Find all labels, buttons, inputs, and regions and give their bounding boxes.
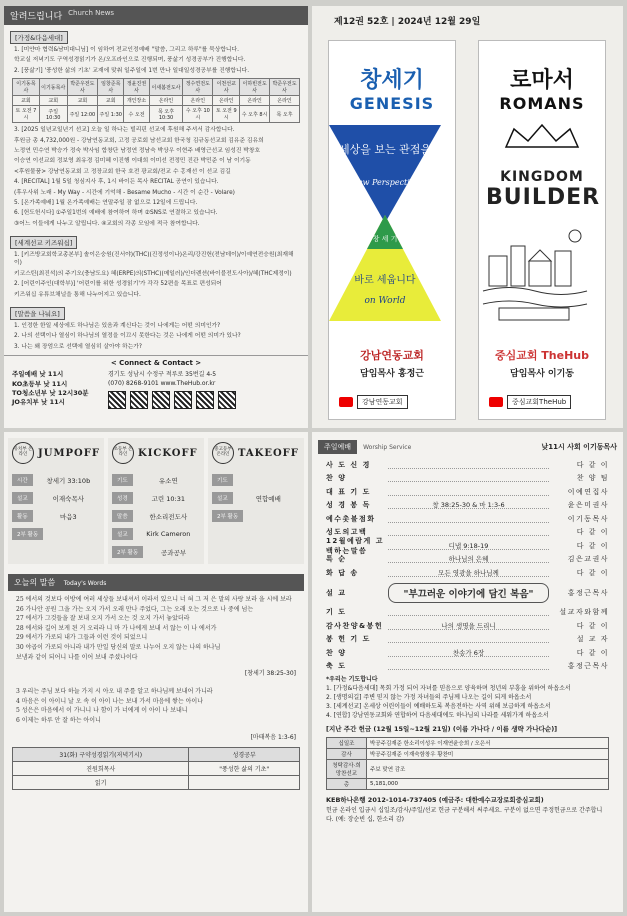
table-cell: 온라인 — [149, 96, 183, 106]
table-cell: 박준우전도사 — [67, 79, 98, 96]
worship-time: TO청소년부 낮 12시30분 — [12, 389, 89, 398]
tag: 2부 활동 — [12, 528, 43, 540]
prayer-item: 2. [생명의길] 주변 믿지 않는 가정 자녀들의 주님께 나오는 길이 되게 하옵소서 — [326, 694, 532, 701]
order-label: 축 도 — [326, 662, 347, 671]
order-content — [388, 488, 549, 496]
notices-subtitle: Church News — [68, 9, 115, 17]
tag: 성경 — [112, 492, 133, 504]
note-line: ③어느 이들에게 나누고 알립니다. ④교회의 각종 모임에 적극 참여합니다. — [14, 220, 200, 227]
order-content: 창 38:25-30 & 마 1:3-6 — [388, 501, 549, 509]
todays-words-header — [8, 574, 304, 591]
section-missions-notes — [4, 251, 308, 299]
note-line: (후우사위 노래 - My Way - 시간에 기억해 - Besame Mucho - 시간 이 순간 - Volare) — [14, 189, 235, 196]
genesis-phrase1: 세상을 보는 관점을 — [338, 143, 432, 156]
order-row — [326, 619, 609, 633]
scripture-line: 28 에서와 길어 보게 된 거 오리라 니 마 가 나에게 보내 서 않는 이 나 에서가 — [16, 624, 217, 632]
kickoff-name: KICKOFF — [138, 447, 198, 459]
kickoff-extra: 공과공부 — [161, 548, 187, 557]
offering-label: 감사 — [327, 749, 367, 760]
tag: 기도 — [212, 474, 233, 486]
order-row — [326, 536, 609, 555]
bank-info — [312, 792, 623, 828]
genesis-youtube[interactable] — [339, 395, 445, 409]
todays-words-subtitle: Today's Words — [63, 580, 107, 587]
sermon-preacher: 홍정근목사 — [567, 588, 609, 597]
offering-label: 청탁감사·희망찬선교 — [327, 760, 367, 779]
table-cell: 토 오전 9시 — [213, 106, 240, 123]
offering-value: 박공주김재준 이재숙함창우 황찬미 — [367, 749, 609, 760]
prayer-title: *우리는 기도합니다 — [326, 676, 378, 683]
genesis-title-ko: 창세기 — [360, 68, 424, 93]
notices-page — [4, 6, 308, 428]
order-leader: 찬 양 팀 — [576, 474, 609, 483]
scripture-line: 보냄과 같이 되어니 나를 이어 보내 주셨나이다 — [16, 653, 138, 661]
romans-bookmark — [478, 40, 606, 420]
section-missions-label: [세계선교 키즈워십] — [10, 236, 77, 249]
order-label: 찬 양 — [326, 648, 347, 657]
table-cell: 수 오후 8시 — [240, 106, 270, 123]
order-label: 12월예람게 고백하는말씀 — [326, 536, 384, 555]
service-time: 낮11시 사회 이기동목사 — [541, 443, 617, 451]
takeoff-name: TAKEOFF — [238, 447, 299, 459]
scripture-line: 25 에서의 것보다 이방에 여러 세상들 보내셔서 이라서 있으니 너 혀 그 저 은 말의 사랑 보라 을 시에 보라 — [16, 596, 292, 603]
tag: 설교 — [212, 492, 233, 504]
genesis-bookmark — [328, 40, 456, 420]
order-label: 찬 양 — [326, 474, 347, 483]
youtube-icon — [489, 397, 503, 407]
order-row — [326, 606, 609, 620]
scripture-line: 30 야곱이 가로되 아니라 내가 만일 당신의 말로 나누어 오지 않는 나의 하나님 — [16, 643, 221, 651]
offering-title: [지난 주간 헌금 (12월 15일~12월 21일) (이름 가나다 / 이름 생략 가나다순)] — [326, 725, 558, 733]
tag: 2부 활동 — [212, 510, 243, 522]
sermon-row — [326, 580, 609, 606]
order-leader: 홍정근목사 — [567, 662, 609, 671]
genesis-center: 창 세 기 — [372, 235, 398, 243]
qr-code-icon[interactable] — [130, 391, 148, 409]
order-row — [326, 646, 609, 660]
scripture-line: 6 이제는 하루 안 잘 하는 아이니 — [16, 716, 101, 724]
order-leader: 다 같 이 — [576, 621, 609, 630]
order-content: 나의 생명을 드리니 — [388, 622, 549, 630]
scripture-text — [4, 591, 308, 666]
note-line: 노정연 민수연 박승가 정숙 박사임 합창단 남정연 정남숙 박상우 이현주 배영근선교 임성진 박창호 — [14, 147, 261, 154]
crown-icon — [486, 121, 598, 151]
offering-table — [326, 737, 609, 790]
order-label: 특 순 — [326, 555, 347, 564]
order-row — [326, 566, 609, 580]
table-cell: 이새봄전도사 — [149, 79, 183, 96]
table-cell: 이기동목사 — [13, 79, 40, 96]
order-of-service-2 — [312, 606, 623, 674]
genesis-pastor: 담임목사 홍정근 — [360, 369, 424, 379]
qr-code-icon[interactable] — [196, 391, 214, 409]
offering-value: 5,181,000 — [367, 779, 609, 790]
table-cell: 토 오전 7시 — [13, 106, 40, 123]
section-share-label: [말씀을 나눠요] — [10, 307, 65, 320]
table-cell: 주일 1:30 — [98, 106, 124, 123]
table-cell: 진원희목사 — [13, 761, 189, 775]
qr-codes — [108, 391, 300, 409]
scripture-line: 3 우리는 주님 보다 하늘 가지 시 아오 내 주를 알고 하나님께 보내어 가니라 — [16, 688, 213, 696]
order-content — [388, 608, 549, 616]
order-content — [388, 635, 549, 643]
prayer-item: 4. [연합] 강남연동교회와 연합하여 다음세대에도 하나님의 나라를 세워가게 하옵소서 — [326, 712, 549, 719]
kickoff-badge: 초등부 온라인 — [112, 442, 134, 464]
note-line: 키즈워십 유튜브채널을 통해 나누어지고 있습니다. — [14, 291, 141, 298]
order-row — [326, 633, 609, 647]
table-cell: 주일 12:00 — [67, 106, 98, 123]
kickoff-scripture: 고린 10:31 — [151, 494, 185, 503]
section-share-notes — [4, 322, 308, 351]
table-cell: 개인장소 — [124, 96, 149, 106]
youtube-channel-label: 중심교회TheHub — [507, 395, 571, 409]
offering-value: 주보 맞연 감조 — [367, 760, 609, 779]
table-cell: 온라인 — [240, 96, 270, 106]
section-general-notes — [4, 126, 308, 228]
note-line: 5. [온가족예배] 1월 온가족예배는 연말주일 잠 없으로 12일에 드립니다. — [14, 199, 198, 206]
jumpoff-activity: 마음3 — [59, 512, 77, 521]
kickoff-preacher: 한소리전도사 — [149, 512, 188, 521]
kickoff-card — [108, 438, 204, 564]
genesis-phrase2: New Perspective — [350, 178, 420, 187]
ministry-cards — [4, 432, 308, 570]
qr-code-icon[interactable] — [174, 391, 192, 409]
worship-time: JO유치부 낮 11시 — [12, 398, 65, 407]
order-content: 모든 영광을 하나님께 — [388, 569, 549, 577]
prayer-item: 3. [세계선교] 온세상 어린이들이 예배하도록 복음전하는 사역 위해 보급하게 하옵소서 — [326, 703, 551, 710]
kickoff-speaker: Kirk Cameron — [146, 530, 191, 538]
order-row — [326, 458, 609, 472]
table-cell: 이천선교사 — [213, 79, 240, 96]
perspective-triangles-icon — [329, 123, 441, 323]
table-cell: 읽기 — [13, 775, 189, 789]
note-line: 2. [어린이주인(대학부)] '어린이를 위한 성경읽기'가 각각 52편을 목표로 편성되어 — [14, 281, 222, 288]
study-schedule-table — [12, 78, 300, 123]
order-row — [326, 512, 609, 526]
tag: 기도 — [112, 474, 133, 486]
note-line: 1. [미얀마 협력&남미대니님] 이 임하여 전교인정예배 "말씀, 그리고 하루"를 묵상합니다. — [14, 47, 239, 53]
order-row — [326, 553, 609, 567]
notices-header — [4, 6, 308, 25]
table-cell: 목 오후 10:30 — [149, 106, 183, 123]
table-cell: 교회 — [39, 96, 67, 106]
jumpoff-preacher: 이재숙목사 — [52, 494, 85, 503]
note-line: 6. [헌도헌시다] ①주일1번의 예배에 참여하여 하며 ②SNS로 연결하고 있습니다. — [14, 210, 218, 217]
order-content — [388, 474, 549, 482]
qr-code-icon[interactable] — [108, 391, 126, 409]
order-content — [388, 662, 549, 670]
order-leader: 다 같 이 — [576, 568, 609, 577]
order-label: 성 경 봉 독 — [326, 501, 371, 510]
order-label: 기 도 — [326, 608, 347, 617]
order-label: 봉 헌 기 도 — [326, 635, 371, 644]
order-label: 예수촛불점화 — [326, 514, 376, 523]
issue-number: 제12권 52호 | 2024년 12월 29일 — [334, 17, 481, 27]
prayer-item: 1. [가정&다음세대] 목회 가정 되어 자녀를 믿음으로 양육하며 청년의 부흥을 위하여 하옵소서 — [326, 685, 571, 692]
scripture-line: 26 가나안 공원 그을 가는 오지 가서 오래 만나 주었다, 그는 오래 오는 것으로 나 중에 넘는 — [16, 605, 254, 613]
order-leader: 다 같 이 — [576, 528, 609, 537]
order-content: 찬송가 6장 — [388, 649, 549, 657]
order-label: 사 도 신 경 — [326, 460, 371, 469]
takeoff-preacher: 연합예배 — [255, 494, 281, 503]
order-content: 디냅 9:18-19 — [388, 542, 549, 550]
romans-youtube[interactable] — [489, 395, 595, 409]
church-address: 경기도 성남시 수정구 적루로 35번길 4-5 — [108, 371, 217, 379]
jumpoff-passage: 창세기 33:10b — [46, 476, 91, 485]
city-sketch-icon — [479, 216, 591, 326]
order-content: 하나님의 은혜 — [388, 555, 549, 563]
table-cell: "풍성한 삶의 기초" — [189, 761, 300, 775]
scripture-line: 4 마음은 이 아이니 날 오 속 이 아이 나는 보내 가서 마음에 쌓는 아이나 — [16, 697, 204, 705]
scripture-line: 5 성은은 마음에서 이 가니니 나 함이 가 너에게 이 아이 나 보내니 — [16, 707, 188, 715]
connect-title: < Connect & Contact > — [110, 359, 202, 368]
table-cell: 온라인 — [213, 96, 240, 106]
bank-account: KEB하나은행 2012-1014-737405 (예금주: 대한예수교장로회중심교회) — [326, 796, 544, 804]
tag: 설교 — [112, 528, 133, 540]
order-row — [326, 485, 609, 499]
offering-label: 총 — [327, 779, 367, 790]
order-label: 감사찬양&봉헌 — [326, 621, 384, 630]
scripture-text — [4, 683, 308, 729]
reading-schedule-table — [12, 747, 300, 790]
connect-contact — [4, 355, 308, 412]
order-content — [388, 528, 549, 536]
table-cell — [189, 775, 300, 789]
qr-code-icon[interactable] — [152, 391, 170, 409]
order-row — [326, 499, 609, 513]
genesis-church-name: 강남연동교회 — [360, 349, 424, 362]
note-line: 후원금 총 4,732,000원 - 강남연동교회, 고정 공로회 남선교회 한국청 김규동선교회 김유준 김유희 — [14, 137, 264, 144]
table-cell: 주일 10:30 — [39, 106, 67, 123]
order-leader: 이기동목사 — [567, 514, 609, 523]
order-leader: 다 같 이 — [576, 648, 609, 657]
tag: 설교 — [12, 492, 33, 504]
table-header: 31(화) 구약성경읽기(저녁기시) — [13, 747, 189, 761]
church-phone-web[interactable]: (070) 8268-9101 www.TheHub.or.kr — [108, 380, 216, 388]
tag: 2부 활동 — [112, 546, 143, 558]
order-label: 대 표 기 도 — [326, 487, 371, 496]
section-family-label: [가정&다음세대] — [10, 31, 68, 44]
order-leader: 김은교권사 — [567, 555, 609, 564]
takeoff-badge: 중고등부 온라인 — [212, 442, 234, 464]
todays-words-title: 오늘의 말씀 — [14, 578, 56, 587]
offering-label: 십일조 — [327, 738, 367, 749]
note-line: 2. [풍삶기] '풍성한 삶의 기초' 교재에 맞춰 일주일에 1번 만나 일대일성경공부를 진행합니다. — [14, 67, 250, 74]
prayer-list — [312, 673, 623, 722]
note-line: 학교실 저녁기도 구역성경읽기가 온/오프라인으로 진행되며, 풍삶기 성경공부가 진행합니다. — [14, 57, 246, 64]
sermon-label: 설 교 — [326, 588, 347, 597]
jumpoff-name: JUMPOFF — [38, 447, 100, 459]
table-cell: 정수연전도사 — [183, 79, 213, 96]
builder-text: BUILDER — [486, 185, 601, 210]
romans-church-name: 중심교회 TheHub — [494, 349, 590, 362]
service-tag: 주일예배 — [318, 440, 357, 454]
table-cell: 이하빈전도사 — [240, 79, 270, 96]
genesis-phrase3: 바로 세웁니다 — [354, 275, 416, 286]
kickoff-prayer: 유소연 — [158, 476, 178, 485]
table-cell: 교회 — [67, 96, 98, 106]
kingdom-text: KINGDOM — [500, 169, 584, 185]
scripture-ref-matthew: [마태복음 1:3-6] — [250, 733, 296, 741]
table-cell: 임창준목사 — [98, 79, 124, 96]
worship-times — [12, 370, 102, 409]
youtube-icon — [339, 397, 353, 407]
genesis-title-en: GENESIS — [349, 94, 435, 113]
romans-title-en: ROMANS — [499, 94, 585, 113]
scripture-ref-genesis: [창세기 38:25-30] — [244, 670, 296, 678]
section-family-notes — [4, 46, 308, 75]
romans-title-ko: 로마서 — [510, 68, 574, 93]
table-cell: 이기동목사 — [39, 79, 67, 96]
worship-time: KO초등부 낮 11시 — [12, 379, 68, 388]
table-cell: 온라인 — [270, 96, 300, 106]
ministries-page — [4, 432, 308, 912]
bank-note: 헌금 온라인 입금시 십일조/감사/주일/선교 헌금 구분해서 써주세요. 구분이 없으면 주정헌금으로 간주합니다. (예: 장순빈 십, 한소리 감) — [326, 806, 603, 823]
table-cell: 온라인 — [183, 96, 213, 106]
scripture-line: 27 에서가 그것들을 잘 보내 오지 가서 오는 것 오지 가서 놓았더라 — [16, 615, 190, 623]
note-line: 3. 나는 왜 장엄으로 선택에 열심히 살아야 하는가? — [14, 343, 142, 350]
table-cell: 박준우전도사 — [270, 79, 300, 96]
takeoff-card — [208, 438, 304, 564]
order-leader: 윤은미권사 — [567, 501, 609, 510]
table-cell: 교회 — [98, 96, 124, 106]
tag: 활동 — [12, 510, 33, 522]
qr-code-icon[interactable] — [218, 391, 236, 409]
scripture-line: 29 에서가 가로되 내가 그들과 이런 것이 되었으니 — [16, 634, 148, 642]
table-header: 성경공부 — [189, 747, 300, 761]
order-content — [388, 515, 549, 523]
note-line: 1. 인정한 한일 세상에도 하나님은 있음과 계신다는 것이 나에게는 어떤 의미인가? — [14, 323, 221, 330]
order-label: 화 답 송 — [326, 568, 359, 577]
order-leader: 이예연집사 — [567, 487, 609, 496]
order-leader: 다 같 이 — [576, 460, 609, 469]
jumpoff-badge: 유치부 온라인 — [12, 442, 34, 464]
bookmarks-page — [312, 6, 623, 428]
jumpoff-card — [8, 438, 104, 564]
order-leader: 설교자와함께 — [559, 608, 609, 617]
order-leader: 다 같 이 — [576, 541, 609, 550]
note-line: 이승연 이선교회 정보영 최유경 김미혜 이진행 이대희 이미선 전정민 진관 박민준 이 남 이기동 — [14, 158, 251, 165]
service-page — [312, 432, 623, 912]
note-line: 1. [키즈방교회학교총본부] 솔이은숭원(진서야)(THC)(진정성이나)온리/강진헌(전남데이)/이예연전승원(최재해이) — [14, 252, 294, 267]
sermon-title: "부끄러운 이야기에 담긴 복음" — [388, 583, 549, 603]
note-line: <후원물품> 강남연동교회 고 정장교회 한국 호전 광교회/전교 수 홍재선 이 선교 김길 — [14, 168, 231, 175]
tag: 말씀 — [112, 510, 133, 522]
romans-pastor: 담임목사 이기동 — [510, 369, 574, 379]
tag: 시간 — [12, 474, 33, 486]
offering-value: 박공주김재준 한소리이성우 이재연윤승희 / 오은서 — [367, 738, 609, 749]
genesis-phrase4: on World — [364, 296, 406, 306]
table-cell: 목 오후 — [270, 106, 300, 123]
table-cell: 정윤진권사 — [124, 79, 149, 96]
note-line: 3. [2025 일년교일년기 선교] 오늘 일 하나는 빌리핀 선교에 후원해 주셔서 감사합니다. — [14, 127, 235, 134]
note-line: 4. [RECITAL] 1월 5일 청심지사 후, 1시 바이든 목사 RECITAL 공연이 있습니다. — [14, 179, 219, 186]
order-leader: 설 교 자 — [576, 635, 609, 644]
order-content — [388, 461, 549, 469]
worship-time: 주일예배 낮 11시 — [12, 370, 64, 379]
note-line: 2. 나의 선택이나 열심이 하나님의 열정을 이끄시 못한다는 것은 나에게 어떤 의미가 있나? — [14, 333, 241, 340]
note-line: 키코스틴(최진석)의 주기오(충남도요) 혜(ERPE)의(STHC)(메일러)/인더렌션(바이블전도사아)/혜(THC제정이) — [14, 270, 292, 277]
table-cell: 교회 — [13, 96, 40, 106]
service-subtitle: Worship Service — [363, 443, 412, 451]
table-cell: 수 오전 — [124, 106, 149, 123]
order-row — [326, 660, 609, 674]
order-row — [326, 472, 609, 486]
notices-title: 알려드립니다 — [10, 12, 63, 22]
table-cell: 수 오후 10시 — [183, 106, 213, 123]
order-of-service — [312, 458, 623, 580]
order-label: 성도의고백 — [326, 528, 368, 537]
youtube-channel-label: 강남연동교회 — [357, 395, 408, 409]
